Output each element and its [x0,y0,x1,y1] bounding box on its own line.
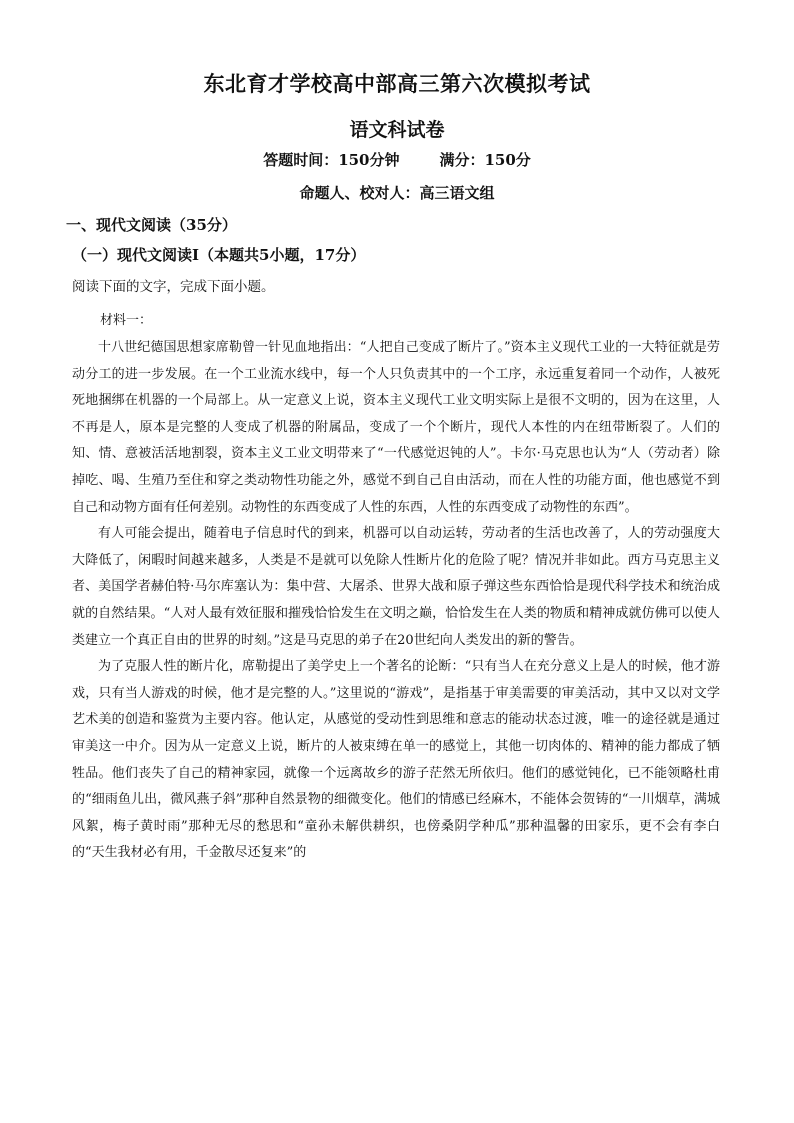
exam-time-score [0,149,794,170]
exam-subject: 语文科试卷 [349,119,445,141]
exam-score: 满分：150分 [439,151,531,169]
reading-instruction: 阅读下面的文字，完成下面小题。 [72,279,275,295]
exam-time: 答题时间：150分钟 [263,151,400,169]
section-heading: 一、现代文阅读（35分） [66,216,237,234]
exam-title: 东北育才学校高中部高三第六次模拟考试 [203,71,591,96]
material-label: 材料一： [100,313,153,328]
material-body [72,335,720,867]
exam-authors: 命题人、校对人：高三语文组 [299,184,495,202]
paragraph-2: 有人可能会提出，随着电子信息时代的到来，机器可以自动运转，劳动者的生活也改善了，人的劳动强度大大降低了，闲暇时间越来越多，人类是不是就可以免除人性断片化的危险了呢？情况并非如此。西方马克思主义者、美国学者赫伯特·马尔库塞认为：集中营、大屠杀、世界大战和原子弹这些东西恰恰是现代科学技术和统治成就的自然结果。“人对人最有效征服和摧残恰恰发生在文明之巅，恰恰发生在人类的物质和精神成就仿佛可以使人类建立一个真正自由的世界的时刻。”这是马克思的弟子在20世纪向人类发出的新的警告。 [72,526,720,648]
paragraph-1: 十八世纪德国思想家席勒曾一针见血地指出：“人把自己变成了断片了。”资本主义现代工业的一大特征就是劳动分工的进一步发展。在一个工业流水线中，每一个人只负责其中的一个工序，永远重复着同一个动作，人被死死地捆绑在机器的一个局部上。从一定意义上说，资本主义现代工业文明实际上是很不文明的，因为在这里，人不再是人，原本是完整的人变成了机器的附属品，变成了一个个断片，现代人本性的内在纽带断裂了。人们的知、情、意被活活地割裂，资本主义工业文明带来了“一代感觉迟钝的人”。卡尔·马克思也认为“人（劳动者）除掉吃、喝、生殖乃至住和穿之类动物性功能之外，感觉不到自己自由活动，而在人性的功能方面，他也感觉不到自己和动物方面有任何差别。动物性的东西变成了人性的东西，人性的东西变成了动物性的东西”。 [72,340,720,515]
paragraph-3: 为了克服人性的断片化，席勒提出了美学史上一个著名的论断：“只有当人在充分意义上是人的时候，他才游戏，只有当人游戏的时候，他才是完整的人。”这里说的“游戏”，是指基于审美需要的审美活动，其中又以对文学艺术美的创造和鉴赏为主要内容。他认定，从感觉的受动性到思维和意志的能动状态过渡，唯一的途径就是通过审美这一中介。因为从一定意义上说，断片的人被束缚在单一的感觉上，其他一切肉体的、精神的能力都成了牺牲品。他们丧失了自己的精神家园，就像一个远离故乡的游子茫然无所依归。他们的感觉钝化，已不能领略杜甫的“细雨鱼儿出，微风燕子斜”那种自然景物的细微变化。他们的情感已经麻木，不能体会贺铸的“一川烟草，满城风絮，梅子黄时雨”那种无尽的愁思和“童孙未解供耕织，也傍桑阴学种瓜”那种温馨的田家乐，更不会有李白的“天生我材必有用，千金散尽还复来”的 [72,659,720,861]
sub-heading: （一）现代文阅读Ⅰ（本题共5小题，17分） [72,246,366,264]
